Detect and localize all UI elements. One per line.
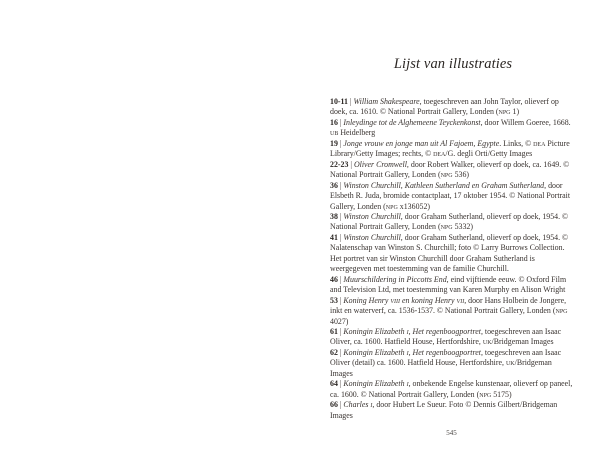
illustration-entry (330, 296, 573, 327)
entry-text: npg (440, 222, 453, 232)
entry-text: /Bridgeman Images (330, 358, 552, 378)
illustration-entry (330, 97, 573, 118)
entry-text: , door Hans Holbein de Jongere, inkt en waterverf, ca. 1536-1537. © National Portrait Gallery, Londen ( (330, 295, 567, 316)
entry-text: , eind vijftiende eeuw. © Oxford Film and Television Ltd, met toestemming van Karen Murphy en Alison Wright (330, 274, 567, 295)
entry-separator: | (337, 347, 344, 357)
entry-text: 5332) (452, 222, 473, 232)
entry-text: Winston Churchill, Kathleen Sutherland en Graham Sutherland (343, 180, 545, 190)
page-number: 545 (446, 429, 457, 437)
entry-text: , Het regenboogportret (408, 347, 481, 357)
entry-text: npg (385, 201, 398, 211)
entry-text: dea (533, 138, 546, 148)
entry-text: viii (390, 295, 400, 305)
entry-text: uk (482, 337, 492, 347)
entry-text: Koning Henry (343, 295, 391, 305)
entry-text: , toegeschreven aan Isaac Oliver (detail) ca. 1600. Hatfield House, Hertfordshire, (330, 347, 562, 368)
illustration-entry (330, 348, 573, 379)
illustration-entry (330, 212, 573, 233)
illustration-entry (330, 400, 573, 421)
entry-text: Picture Library/Getty Images; rechts, © (330, 138, 570, 159)
entry-separator: | (337, 379, 344, 389)
entry-separator: | (337, 274, 344, 284)
entry-text: i (406, 379, 409, 389)
entry-separator: | (337, 232, 344, 242)
entry-text: , door Hubert Le Sueur. Foto © Dennis Gilbert/Bridgeman Images (330, 400, 558, 420)
entry-text: . Links, © (499, 138, 534, 148)
illustration-entry (330, 379, 573, 400)
entry-text: Charles (343, 400, 371, 410)
entry-text: i (370, 400, 373, 410)
illustration-entry (330, 327, 573, 348)
entry-text: i (406, 347, 409, 357)
entry-text: , onbekende Engelse kunstenaar, olieverf op paneel, ca. 1600. © National Portrait Gallery, Londen ( (330, 379, 573, 399)
entry-text: Heidelberg (338, 128, 376, 138)
entry-text: /G. degli Orti/Getty Images (445, 149, 533, 159)
entry-page-number: 10-11 (330, 97, 348, 106)
entry-separator: | (337, 180, 344, 190)
entry-text: npg (555, 306, 568, 316)
entry-page-number: 22-23 (330, 159, 349, 169)
entry-text: , door Robert Walker, olieverf op doek, ca. 1649. © National Portrait Gallery, Londen ( (330, 159, 570, 180)
entry-text: , door Willem Goeree, 1668. (480, 117, 571, 127)
entry-text: npg (479, 389, 492, 399)
entry-text: ub (330, 128, 339, 138)
entry-page-number: 38 (330, 211, 338, 221)
entry-separator: | (348, 159, 354, 169)
entry-text: , Het regenboogportret (408, 326, 481, 336)
entry-text: , door Elsbeth R. Juda, bromide contactplaat, 17 oktober 1954. © National Portrait Gallery, Londen ( (330, 180, 571, 211)
entry-page-number: 46 (330, 274, 338, 284)
book-page-right (330, 0, 576, 460)
entry-text: Koningin Elizabeth (343, 347, 407, 357)
entry-text: , toegeschreven aan Isaac Oliver, ca. 1600. Hatfield House, Hertfordshire, (330, 326, 562, 347)
entry-page-number: 16 (330, 117, 338, 127)
illustration-list (330, 97, 573, 421)
entry-separator: | (337, 326, 344, 336)
entry-text: 4027) (330, 316, 349, 326)
entry-text: Oliver Cromwell (353, 159, 407, 169)
entry-page-number: 19 (330, 138, 338, 148)
entry-page-number: 53 (330, 295, 338, 305)
illustration-entry (330, 139, 573, 160)
entry-text: , door Graham Sutherland, olieverf op doek, 1954. © Nalatenschap van Winston S. Churchill; foto © Larry Burrows Collection. Het portret van sir Winston Churchill door Graham Sutherland is weergegeven met toestemming van de familie Churchill. (330, 232, 569, 274)
entry-separator: | (337, 138, 344, 148)
entry-separator: | (347, 97, 354, 106)
entry-page-number: 62 (330, 347, 338, 357)
entry-text: vii (456, 295, 465, 305)
entry-separator: | (337, 295, 344, 305)
entry-text: Winston Churchill (343, 211, 401, 221)
entry-text: uk (505, 358, 515, 368)
entry-page-number: 61 (330, 326, 338, 336)
entry-separator: | (337, 211, 344, 221)
entry-page-number: 41 (330, 232, 338, 242)
entry-text: Winston Churchill (343, 232, 401, 242)
illustration-entry (330, 275, 573, 296)
entry-text: 536) (452, 170, 470, 180)
entry-text: /Bridgeman Images (491, 337, 554, 347)
entry-text: Inleydinge tot de Alghemeene Teyckenkonst (343, 117, 481, 127)
entry-text: William Shakespeare (353, 97, 420, 106)
illustration-entry (330, 233, 573, 275)
entry-page-number: 36 (330, 180, 338, 190)
entry-text: x136052) (397, 201, 431, 211)
entry-page-number: 64 (330, 379, 338, 389)
entry-text: npg (440, 170, 453, 180)
entry-text: , door Graham Sutherland, olieverf op doek, 1954. © National Portrait Gallery, Londen ( (330, 211, 569, 232)
illustration-entry (330, 160, 573, 181)
entry-text: Koningin Elizabeth (343, 326, 407, 336)
illustration-entry (330, 181, 573, 212)
entry-separator: | (337, 400, 344, 410)
entry-text: Muurschildering in Piccotts End (343, 274, 447, 284)
entry-text: npg (498, 107, 511, 117)
illustration-entry (330, 118, 573, 139)
entry-text: Jonge vrouw en jonge man uit Al Fajoem, Egypte (343, 138, 500, 148)
entry-text: i (406, 326, 409, 336)
entry-separator: | (337, 117, 344, 127)
entry-text: , toegeschreven aan John Taylor, olieverf op doek, ca. 1610. © National Portrait Gallery, Londen ( (330, 97, 559, 117)
entry-text: 5175) (491, 389, 512, 399)
page-title: Lijst van illustraties (393, 56, 513, 72)
entry-text: 1) (510, 107, 520, 117)
entry-page-number: 66 (330, 400, 338, 410)
entry-text: dea (433, 149, 446, 159)
entry-text: Koningin Elizabeth (343, 379, 407, 389)
entry-text: en koning Henry (400, 295, 457, 305)
